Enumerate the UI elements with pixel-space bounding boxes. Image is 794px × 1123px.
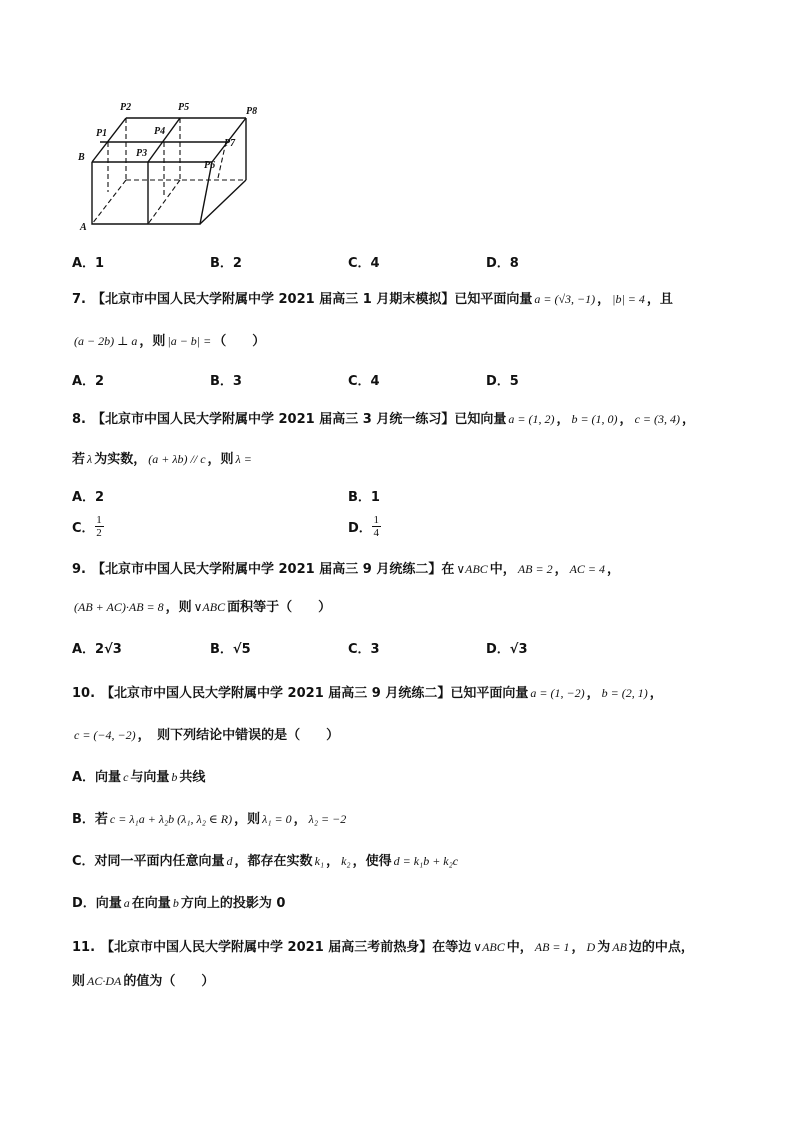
- q8-math-lambda-eq: λ =: [235, 452, 252, 466]
- q7-stem-text-2: ，且: [646, 292, 673, 307]
- q10-option-a-text-3: 共线: [179, 770, 206, 785]
- q7-source: 【北京市中国人民大学附属中学 2021 届高三 1 月期末模拟】: [91, 292, 455, 307]
- q10-option-c: [72, 850, 460, 869]
- q8-sep-1: ，: [556, 412, 570, 427]
- q10-option-c-math-3: k₂: [341, 854, 351, 868]
- q10-option-c-text-2: ，都存在实数: [234, 854, 313, 869]
- q10-option-d: [72, 892, 285, 911]
- q8-source: 【北京市中国人民大学附属中学 2021 届高三 3 月统一练习】: [91, 412, 455, 427]
- q10-option-d-math-2: b: [172, 896, 179, 910]
- q11-math-dot: AC·DA: [87, 974, 122, 988]
- q11-stem-text-4: 为: [597, 940, 611, 955]
- q10-option-b-text-3: ，: [293, 812, 307, 827]
- q9-stem-text-1: 在: [441, 562, 455, 577]
- q8-option-b: B．1: [348, 490, 380, 505]
- q8-stem-line2: [72, 448, 254, 467]
- q8-option-d-denominator: 4: [373, 527, 380, 539]
- q9-stem-text-2: 中，: [489, 562, 516, 577]
- q9-math-ac: AC = 4: [569, 562, 606, 576]
- q10-option-b-text-1: B．若: [72, 812, 108, 827]
- q11-math-ab-2: AB: [612, 940, 627, 954]
- q9-number: 9.: [72, 562, 86, 577]
- q8-stem-text-1: 已知向量: [454, 412, 507, 427]
- q6-option-c: C．4: [348, 256, 380, 271]
- q10-math-b: b = (2, 1): [601, 686, 648, 700]
- label-p7: P7: [224, 138, 236, 149]
- q10-option-c-text-1: C．对同一平面内任意向量: [72, 854, 225, 869]
- q10-option-a-text-2: 与向量: [130, 770, 170, 785]
- q8-option-d-numerator: 1: [373, 514, 380, 526]
- q6-option-b: B．2: [210, 256, 242, 271]
- q11-math-d: D: [586, 940, 596, 954]
- q11-stem-text-6: 则: [72, 974, 86, 989]
- q11-math-triangle: ∨ABC: [473, 940, 505, 954]
- q9-math-ab: AB = 2: [517, 562, 553, 576]
- q8-math-a: a = (1, 2): [508, 412, 555, 426]
- q7-math-b-norm: |b| = 4: [612, 292, 645, 306]
- q10-sep-1: ，: [586, 686, 600, 701]
- q10-option-a-math-2: b: [171, 770, 178, 784]
- q10-option-a: [72, 766, 205, 785]
- q8-option-c-denominator: 2: [96, 527, 102, 539]
- q8-stem-line1: [72, 408, 695, 427]
- q8-option-d-fraction: [372, 514, 381, 539]
- q10-option-c-math-4: d = k₁b + k₂c: [393, 854, 459, 868]
- q8-sep-2: ，: [619, 412, 633, 427]
- q10-stem-text-1: 已知平面向量: [450, 686, 529, 701]
- q10-option-c-text-3: ，: [326, 854, 340, 869]
- q9-math-dot: (AB + AC)·AB = 8: [74, 600, 164, 614]
- q7-option-a: A．2: [72, 374, 105, 389]
- q9-option-d: D．√3: [486, 642, 528, 657]
- label-p4: P4: [154, 126, 166, 137]
- q9-source: 【北京市中国人民大学附属中学 2021 届高三 9 月统练二】: [91, 562, 442, 577]
- label-b: B: [78, 152, 85, 163]
- q10-option-d-math-1: a: [123, 896, 130, 910]
- q7-option-b: B．3: [210, 374, 242, 389]
- q8-option-c-numerator: 1: [96, 514, 102, 526]
- q8-number: 8.: [72, 412, 86, 427]
- q11-math-ab: AB = 1: [534, 940, 570, 954]
- q9-stem-line2: [72, 596, 331, 615]
- q11-stem-text-3: ，: [571, 940, 585, 955]
- q10-option-d-text-1: D．向量: [72, 896, 122, 911]
- q8-option-d: [348, 514, 381, 539]
- q10-option-c-math-1: d: [226, 854, 233, 868]
- q11-stem-line2: [72, 970, 214, 989]
- q11-stem-text-2: 中，: [506, 940, 533, 955]
- label-p2: P2: [120, 102, 132, 113]
- q11-source: 【北京市中国人民大学附属中学 2021 届高三考前热身】: [101, 940, 433, 955]
- q7-stem-text-3: ，则: [139, 334, 166, 349]
- q7-math-perp: (a − 2b) ⊥ a: [74, 334, 138, 348]
- q10-option-a-math-1: c: [123, 770, 129, 784]
- q10-option-c-text-4: ，使得: [352, 854, 392, 869]
- label-p6: P6: [204, 160, 216, 171]
- q9-math-triangle-2: ∨ABC: [193, 600, 226, 614]
- q9-option-a: A．2√3: [72, 642, 122, 657]
- q10-stem-line2: [72, 724, 339, 743]
- q10-math-a: a = (1, −2): [530, 686, 585, 700]
- q9-option-b: B．√5: [210, 642, 251, 657]
- q11-stem-text-1: 在等边: [432, 940, 472, 955]
- q9-math-triangle: ∨ABC: [456, 562, 488, 576]
- q8-math-parallel: (a + λb) // c: [148, 452, 206, 466]
- q11-stem-text-5: 边的中点，: [628, 940, 694, 955]
- q8-option-a: A．2: [72, 490, 105, 505]
- q7-stem-line2: [72, 330, 265, 349]
- q7-stem-text-4: （ ）: [213, 334, 266, 349]
- q10-math-c: c = (−4, −2): [74, 728, 136, 742]
- q10-number: 10.: [72, 686, 96, 701]
- q7-number: 7.: [72, 292, 86, 307]
- q10-option-d-text-2: 在向量: [131, 896, 171, 911]
- label-p3: P3: [136, 148, 148, 159]
- q7-stem-text-1: 已知平面向量: [454, 292, 533, 307]
- q11-stem-text-7: 的值为（ ）: [123, 974, 215, 989]
- label-p5: P5: [178, 102, 190, 113]
- q9-sep-2: ，: [607, 562, 621, 577]
- q8-math-b: b = (1, 0): [571, 412, 618, 426]
- q10-source: 【北京市中国人民大学附属中学 2021 届高三 9 月统练二】: [101, 686, 451, 701]
- box-figure-svg: [78, 100, 268, 240]
- label-p1: P1: [96, 128, 108, 139]
- q7-math-a: a = (√3, −1): [534, 292, 596, 306]
- q8-sep-3: ，: [681, 412, 695, 427]
- q7-math-diff-norm: |a − b| =: [167, 334, 212, 348]
- q9-stem-text-3: ，则: [165, 600, 192, 615]
- q10-option-b-math-2: λ₁ = 0: [262, 812, 292, 826]
- q10-option-b: [72, 808, 348, 827]
- q9-option-c: C．3: [348, 642, 380, 657]
- q8-option-d-label: D．: [348, 521, 372, 536]
- q6-option-a: A．1: [72, 256, 105, 271]
- q7-sep-1: ，: [597, 292, 611, 307]
- q10-option-d-text-3: 方向上的投影为 0: [180, 896, 286, 911]
- label-a: A: [80, 222, 87, 233]
- q10-option-c-math-2: k₁: [314, 854, 325, 868]
- q9-stem-line1: [72, 558, 620, 577]
- q8-option-c: [72, 514, 104, 539]
- q10-option-a-text-1: A．向量: [72, 770, 122, 785]
- q7-stem-line1: [72, 288, 673, 307]
- q10-option-b-math-3: λ₂ = −2: [308, 812, 347, 826]
- box-figure: [78, 100, 268, 244]
- q8-option-c-label: C．: [72, 521, 95, 536]
- q8-math-c: c = (3, 4): [634, 412, 680, 426]
- q11-stem-line1: [72, 936, 694, 955]
- q8-stem-text-3: 为实数，: [94, 452, 147, 467]
- q10-option-b-text-2: ，则: [234, 812, 261, 827]
- q8-option-c-fraction: [95, 514, 104, 539]
- q10-stem-line1: [72, 682, 663, 701]
- q8-math-lambda: λ: [87, 452, 93, 466]
- q10-sep-2: ，: [649, 686, 663, 701]
- q11-number: 11.: [72, 940, 96, 955]
- q9-sep-1: ，: [554, 562, 568, 577]
- q9-stem-text-4: 面积等于（ ）: [227, 600, 332, 615]
- label-p8: P8: [246, 106, 258, 117]
- q7-option-c: C．4: [348, 374, 380, 389]
- q8-stem-text-2: 若: [72, 452, 86, 467]
- q10-stem-text-2: ， 则下列结论中错误的是（ ）: [137, 728, 340, 743]
- q6-option-d: D．8: [486, 256, 519, 271]
- q7-option-d: D．5: [486, 374, 519, 389]
- q10-option-b-math-1: c = λ₁a + λ₂b (λ₁, λ₂ ∈ R): [109, 812, 233, 826]
- q8-stem-text-4: ，则: [207, 452, 234, 467]
